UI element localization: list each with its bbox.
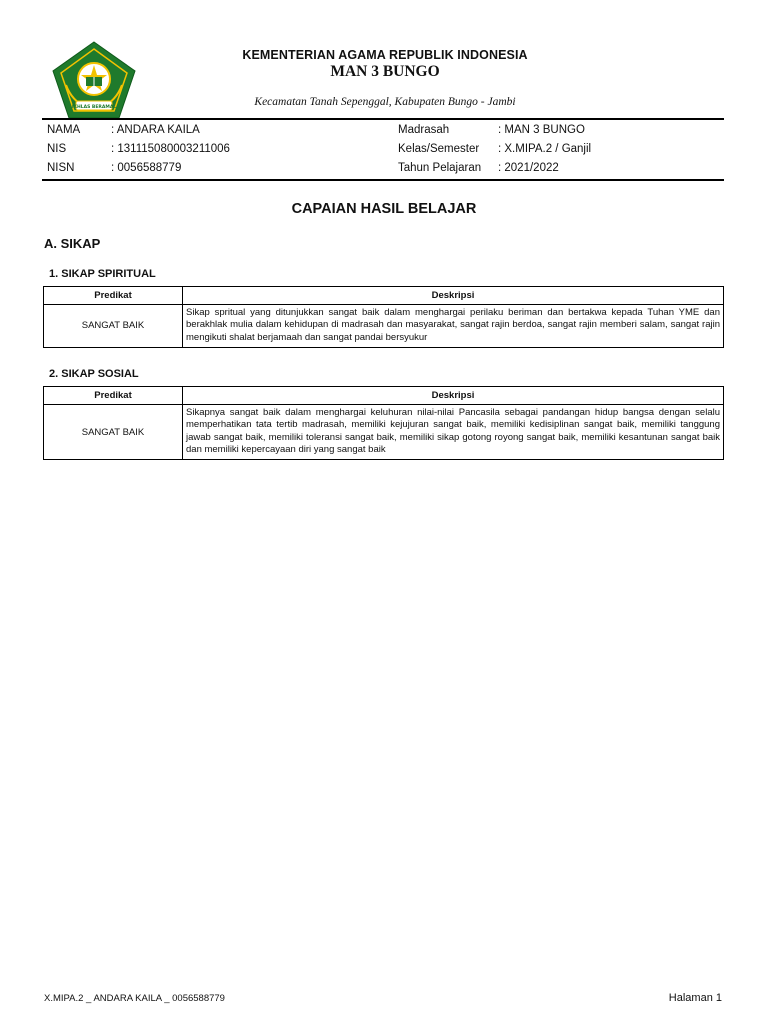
info-value-nama: : ANDARA KAILA — [111, 124, 200, 136]
column-header-predikat: Predikat — [44, 387, 183, 405]
subsection-heading-sosial: 2. SIKAP SOSIAL — [49, 368, 139, 380]
predikat-cell: SANGAT BAIK — [44, 305, 183, 348]
school-name: MAN 3 BUNGO — [330, 63, 440, 80]
predikat-cell: SANGAT BAIK — [44, 405, 183, 460]
report-title: CAPAIAN HASIL BELAJAR — [291, 201, 477, 217]
info-label-nis: NIS — [47, 143, 67, 155]
footer-document-id: X.MIPA.2 _ ANDARA KAILA _ 0056588779 — [44, 993, 225, 1004]
ministry-name: KEMENTERIAN AGAMA REPUBLIK INDONESIA — [242, 48, 528, 62]
info-value-kelas: : X.MIPA.2 / Ganjil — [498, 143, 592, 155]
deskripsi-cell: Sikapnya sangat baik dalam menghargai keluhuran nilai-nilai Pancasila sebagai pandangan hidup bangsa dengan selalu memperhatikan tata tertib madrasah, memiliki kejujuran sangat baik, memiliki kedisiplinan sangat baik, memiliki tanggung jawab sangat baik, memiliki toleransi sangat baik, memiliki sikap gotong royong sangat baik, memiliki kesantunan sangat baik dan memiliki kepercayaan diri yang sangat baik — [183, 405, 724, 460]
deskripsi-cell: Sikap spritual yang ditunjukkan sangat baik dalam menghargai perilaku beriman dan bertakwa kepada Tuhan YME dan berakhlak mulia dalam kehidupan di madrasah dan masyarakat, sangat rajin berdoa, sangat rajin memberi salam, sangat rajin mengikuti shalat berjamaah dan sangat pandai bersyukur — [183, 305, 724, 348]
info-label-kelas: Kelas/Semester — [398, 143, 480, 155]
info-label-nisn: NISN — [47, 162, 75, 174]
column-header-deskripsi: Deskripsi — [183, 387, 724, 405]
info-value-tahun: : 2021/2022 — [498, 162, 559, 174]
info-value-nisn: : 0056588779 — [111, 162, 182, 174]
section-heading-sikap: A. SIKAP — [44, 236, 101, 251]
info-label-madrasah: Madrasah — [398, 124, 450, 136]
table-header-row — [44, 387, 724, 405]
info-value-nis: : 131115080003211006 — [111, 143, 230, 155]
spiritual-table — [43, 286, 724, 348]
info-label-tahun: Tahun Pelajaran — [398, 162, 482, 174]
sosial-table — [43, 386, 724, 460]
info-label-nama: NAMA — [47, 124, 81, 136]
table-row — [44, 305, 724, 348]
table-row — [44, 405, 724, 460]
subsection-heading-spiritual: 1. SIKAP SPIRITUAL — [49, 268, 156, 280]
ministry-logo-icon — [52, 41, 136, 119]
column-header-deskripsi: Deskripsi — [183, 287, 724, 305]
header-divider-top — [42, 118, 724, 120]
info-value-madrasah: : MAN 3 BUNGO — [498, 124, 585, 136]
column-header-predikat: Predikat — [44, 287, 183, 305]
footer-page-number: Halaman 1 — [668, 992, 722, 1004]
logo-banner-text: IKHLAS BERAMAL — [71, 104, 117, 110]
table-header-row — [44, 287, 724, 305]
header-divider-bottom — [42, 179, 724, 181]
school-address: Kecamatan Tanah Sepenggal, Kabupaten Bungo - Jambi — [254, 96, 516, 108]
